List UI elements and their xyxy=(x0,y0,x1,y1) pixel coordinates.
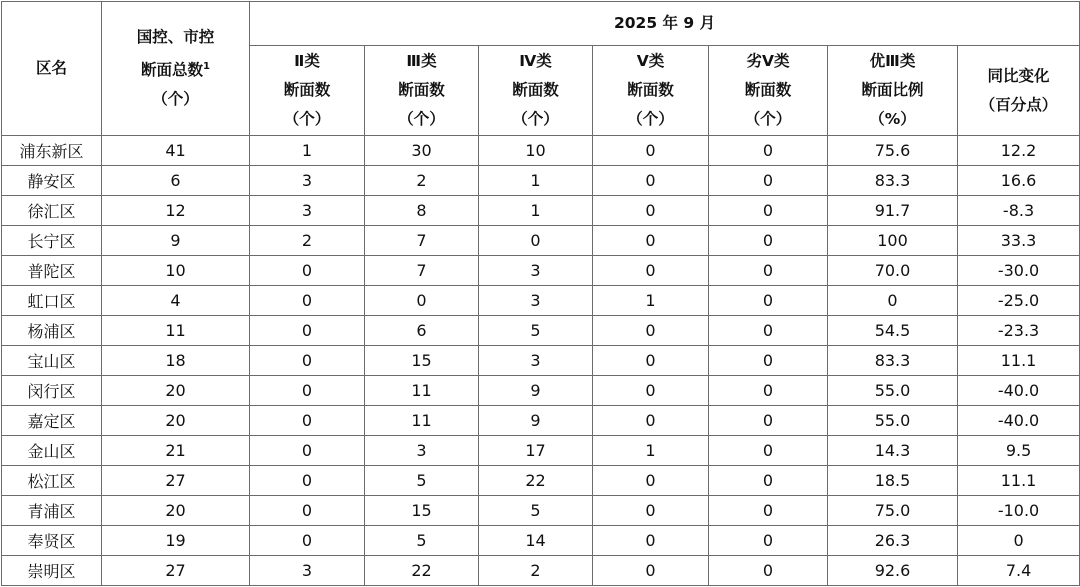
table-cell: -40.0 xyxy=(958,406,1080,436)
table-cell: 55.0 xyxy=(828,376,958,406)
header-column-4-line: （个） xyxy=(744,110,792,128)
table-cell: 0 xyxy=(250,286,365,316)
table-cell: 0 xyxy=(365,286,479,316)
table-cell: 20 xyxy=(102,496,250,526)
table-cell: 0 xyxy=(593,496,709,526)
table-cell: 27 xyxy=(102,466,250,496)
table-cell: 0 xyxy=(250,346,365,376)
table-cell: 0 xyxy=(250,376,365,406)
table-row xyxy=(2,376,1080,406)
header-column-4-line: 断面数 xyxy=(744,81,792,99)
district-name-cell: 普陀区 xyxy=(2,256,102,286)
district-name-cell: 虹口区 xyxy=(2,286,102,316)
table-cell: 0 xyxy=(709,316,828,346)
table-cell: 54.5 xyxy=(828,316,958,346)
table-cell: 3 xyxy=(250,556,365,586)
table-cell: 75.6 xyxy=(828,136,958,166)
table-cell: 0 xyxy=(709,226,828,256)
header-column-3-line: 断面数 xyxy=(627,81,674,99)
header-district: 区名 xyxy=(2,2,102,136)
table-cell: 16.6 xyxy=(958,166,1080,196)
table-cell: 33.3 xyxy=(958,226,1080,256)
table-cell: 0 xyxy=(958,526,1080,556)
table-cell: 0 xyxy=(250,466,365,496)
table-cell: 0 xyxy=(709,346,828,376)
table-cell: 22 xyxy=(365,556,479,586)
header-column-6 xyxy=(958,46,1080,136)
table-cell: 1 xyxy=(593,436,709,466)
table-cell: 0 xyxy=(250,526,365,556)
table-cell: 100 xyxy=(828,226,958,256)
table-cell: 0 xyxy=(479,226,593,256)
table-cell: 83.3 xyxy=(828,166,958,196)
table-cell: 0 xyxy=(709,436,828,466)
water-quality-table xyxy=(1,1,1080,586)
footnote-marker: 1 xyxy=(203,60,210,72)
district-name-cell: 徐汇区 xyxy=(2,196,102,226)
table-cell: 0 xyxy=(593,196,709,226)
header-column-5-line: 断面比例 xyxy=(861,81,924,99)
table-cell: 11 xyxy=(365,376,479,406)
table-cell: 3 xyxy=(250,196,365,226)
header-column-0-line: （个） xyxy=(283,110,331,128)
table-row xyxy=(2,196,1080,226)
table-cell: 5 xyxy=(479,316,593,346)
header-column-1-line: （个） xyxy=(398,110,445,128)
table-cell: 3 xyxy=(479,256,593,286)
district-name-cell: 崇明区 xyxy=(2,556,102,586)
header-period: 2025 年 9 月 xyxy=(250,2,1080,46)
table-cell: 2 xyxy=(250,226,365,256)
header-column-2 xyxy=(479,46,593,136)
district-name-cell: 奉贤区 xyxy=(2,526,102,556)
header-column-4 xyxy=(709,46,828,136)
table-cell: 0 xyxy=(250,316,365,346)
header-column-0-line: 断面数 xyxy=(283,81,331,99)
table-cell: 0 xyxy=(250,496,365,526)
header-column-1 xyxy=(365,46,479,136)
table-cell: 92.6 xyxy=(828,556,958,586)
table-cell: 18 xyxy=(102,346,250,376)
table-cell: 21 xyxy=(102,436,250,466)
table-cell: 0 xyxy=(593,166,709,196)
table-cell: 1 xyxy=(250,136,365,166)
table-cell: 7.4 xyxy=(958,556,1080,586)
table-cell: 9 xyxy=(479,406,593,436)
table-cell: -10.0 xyxy=(958,496,1080,526)
table-cell: 11 xyxy=(365,406,479,436)
table-cell: 15 xyxy=(365,496,479,526)
table-cell: 3 xyxy=(365,436,479,466)
table-cell: 11.1 xyxy=(958,346,1080,376)
table-row xyxy=(2,316,1080,346)
table-cell: -23.3 xyxy=(958,316,1080,346)
table-cell: 0 xyxy=(593,316,709,346)
table-cell: 0 xyxy=(709,376,828,406)
table-cell: 0 xyxy=(250,406,365,436)
table-cell: 10 xyxy=(479,136,593,166)
table-cell: 0 xyxy=(593,406,709,436)
table-cell: 0 xyxy=(593,136,709,166)
table-cell: 2 xyxy=(365,166,479,196)
table-cell: 70.0 xyxy=(828,256,958,286)
table-cell: 19 xyxy=(102,526,250,556)
table-cell: 0 xyxy=(593,346,709,376)
table-cell: 5 xyxy=(365,526,479,556)
header-column-6-line: 同比变化 xyxy=(987,66,1050,85)
table-cell: 10 xyxy=(102,256,250,286)
header-column-2-line: （个） xyxy=(512,110,559,128)
table-cell: -40.0 xyxy=(958,376,1080,406)
table-cell: 12 xyxy=(102,196,250,226)
table-cell: 7 xyxy=(365,226,479,256)
table-row xyxy=(2,556,1080,586)
table-cell: 22 xyxy=(479,466,593,496)
header-column-5-line: （%） xyxy=(869,110,916,128)
table-row xyxy=(2,166,1080,196)
table-cell: 0 xyxy=(593,466,709,496)
table-row xyxy=(2,256,1080,286)
table-cell: 75.0 xyxy=(828,496,958,526)
table-cell: 27 xyxy=(102,556,250,586)
district-name-cell: 松江区 xyxy=(2,466,102,496)
table-row xyxy=(2,436,1080,466)
table-cell: 3 xyxy=(250,166,365,196)
header-column-5-line: 优Ⅲ类 xyxy=(869,52,916,70)
table-row xyxy=(2,496,1080,526)
table-cell: 0 xyxy=(593,256,709,286)
table-cell: 3 xyxy=(479,286,593,316)
table-row xyxy=(2,346,1080,376)
district-name-cell: 杨浦区 xyxy=(2,316,102,346)
header-column-6-line: （百分点） xyxy=(979,95,1058,114)
table-cell: 55.0 xyxy=(828,406,958,436)
table-cell: 0 xyxy=(593,526,709,556)
header-column-3-line: （个） xyxy=(627,110,674,128)
district-name-cell: 金山区 xyxy=(2,436,102,466)
table-row xyxy=(2,526,1080,556)
table-row xyxy=(2,286,1080,316)
header-total-line-3: （个） xyxy=(152,90,199,109)
table-cell: 0 xyxy=(709,136,828,166)
table-cell: 2 xyxy=(479,556,593,586)
table-cell: 0 xyxy=(828,286,958,316)
district-name-cell: 闵行区 xyxy=(2,376,102,406)
header-column-4-line: 劣Ⅴ类 xyxy=(746,52,790,70)
table-cell: 30 xyxy=(365,136,479,166)
district-name-cell: 宝山区 xyxy=(2,346,102,376)
header-total-line-1: 国控、市控 xyxy=(136,27,215,46)
table-cell: 1 xyxy=(479,196,593,226)
table-cell: 0 xyxy=(709,496,828,526)
header-column-1-line: Ⅲ类 xyxy=(406,52,437,70)
table-cell: 0 xyxy=(709,556,828,586)
table-cell: 5 xyxy=(479,496,593,526)
table-body xyxy=(2,136,1080,586)
table-cell: 0 xyxy=(593,556,709,586)
table-cell: 83.3 xyxy=(828,346,958,376)
table-row xyxy=(2,226,1080,256)
table-cell: 9.5 xyxy=(958,436,1080,466)
header-column-3 xyxy=(593,46,709,136)
table-cell: -30.0 xyxy=(958,256,1080,286)
table-cell: 0 xyxy=(250,436,365,466)
table-cell: 6 xyxy=(102,166,250,196)
table-cell: 9 xyxy=(102,226,250,256)
table-row xyxy=(2,136,1080,166)
table-cell: 6 xyxy=(365,316,479,346)
table-row xyxy=(2,406,1080,436)
table-cell: 4 xyxy=(102,286,250,316)
table-cell: 0 xyxy=(250,256,365,286)
table-cell: 0 xyxy=(709,466,828,496)
table-cell: 0 xyxy=(709,526,828,556)
table-cell: 0 xyxy=(709,166,828,196)
header-column-1-line: 断面数 xyxy=(398,81,445,99)
table-cell: 17 xyxy=(479,436,593,466)
header-column-0-line: Ⅱ类 xyxy=(294,52,320,70)
table-cell: 8 xyxy=(365,196,479,226)
table-cell: 12.2 xyxy=(958,136,1080,166)
table-cell: 26.3 xyxy=(828,526,958,556)
header-column-2-line: 断面数 xyxy=(512,81,559,99)
district-name-cell: 青浦区 xyxy=(2,496,102,526)
table-cell: 91.7 xyxy=(828,196,958,226)
header-column-5 xyxy=(828,46,958,136)
table-cell: 18.5 xyxy=(828,466,958,496)
table-cell: 0 xyxy=(709,406,828,436)
table-cell: 0 xyxy=(709,196,828,226)
table-cell: 3 xyxy=(479,346,593,376)
table-cell: -25.0 xyxy=(958,286,1080,316)
table-cell: 1 xyxy=(593,286,709,316)
table-cell: 1 xyxy=(479,166,593,196)
district-name-cell: 长宁区 xyxy=(2,226,102,256)
district-name-cell: 浦东新区 xyxy=(2,136,102,166)
table-cell: 20 xyxy=(102,376,250,406)
table-cell: 11 xyxy=(102,316,250,346)
table-cell: 20 xyxy=(102,406,250,436)
table-cell: 7 xyxy=(365,256,479,286)
table-cell: 41 xyxy=(102,136,250,166)
table-cell: 11.1 xyxy=(958,466,1080,496)
table-cell: -8.3 xyxy=(958,196,1080,226)
table-cell: 0 xyxy=(593,376,709,406)
table-cell: 9 xyxy=(479,376,593,406)
district-name-cell: 嘉定区 xyxy=(2,406,102,436)
header-column-0 xyxy=(250,46,365,136)
table-row xyxy=(2,466,1080,496)
table-cell: 14.3 xyxy=(828,436,958,466)
district-name-cell: 静安区 xyxy=(2,166,102,196)
table-cell: 14 xyxy=(479,526,593,556)
table-cell: 0 xyxy=(709,256,828,286)
table-cell: 5 xyxy=(365,466,479,496)
table-cell: 0 xyxy=(593,226,709,256)
header-column-2-line: Ⅳ类 xyxy=(519,52,552,70)
header-total-line-2: 断面总数$^1$ xyxy=(141,60,210,80)
header-total-sections xyxy=(102,2,250,136)
table-cell: 15 xyxy=(365,346,479,376)
header-column-3-line: Ⅴ类 xyxy=(636,52,665,70)
table-cell: 0 xyxy=(709,286,828,316)
